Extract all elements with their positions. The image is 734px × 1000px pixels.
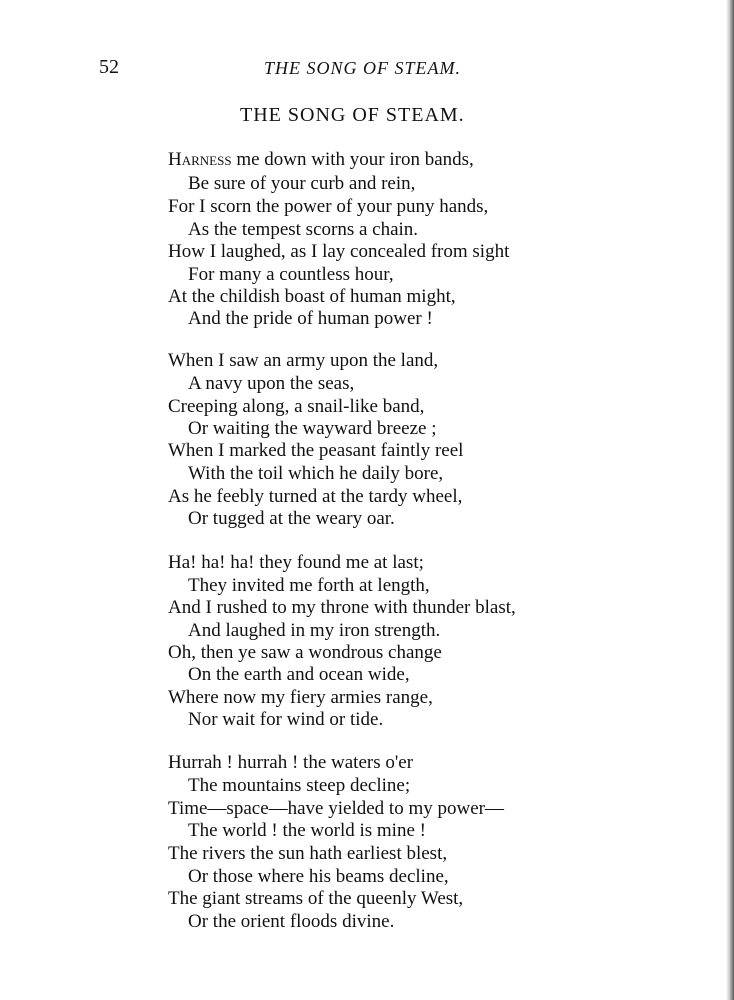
page-number: 52: [99, 56, 119, 78]
poem-line: And laughed in my iron strength.: [188, 620, 441, 641]
poem-line: The mountains steep decline;: [188, 775, 411, 796]
poem-line: At the childish boast of human might,: [168, 286, 456, 307]
poem-line: For many a countless hour,: [188, 264, 394, 285]
running-head: THE SONG OF STEAM.: [264, 58, 461, 78]
poem-line: And the pride of human power !: [188, 308, 433, 329]
poem-line: Oh, then ye saw a wondrous change: [168, 642, 442, 663]
poem-line: When I saw an army upon the land,: [168, 350, 439, 371]
poem-title: THE SONG OF STEAM.: [240, 104, 465, 126]
poem-line: Or waiting the wayward breeze ;: [188, 418, 437, 439]
poem-line: Creeping along, a snail-like band,: [168, 396, 425, 417]
poem-line: The rivers the sun hath earliest blest,: [168, 843, 448, 864]
poem-line: [168, 149, 474, 171]
poem-line: Or tugged at the weary oar.: [188, 508, 395, 529]
poem-line: When I marked the peasant faintly reel: [168, 440, 464, 461]
poem-line: For I scorn the power of your puny hands,: [168, 196, 489, 217]
poem-line: Where now my fiery armies range,: [168, 687, 433, 708]
poem-line: On the earth and ocean wide,: [188, 664, 410, 685]
poem-line: As the tempest scorns a chain.: [188, 219, 419, 240]
poem-line: How I laughed, as I lay concealed from sight: [168, 241, 510, 262]
poem-line: A navy upon the seas,: [188, 373, 355, 394]
line-rest: me down with your iron bands,: [231, 149, 474, 170]
poem-line: And I rushed to my throne with thunder blast,: [168, 597, 516, 618]
page-edge-shadow: [726, 0, 734, 1000]
poem-line: Time—space—have yielded to my power—: [168, 798, 504, 819]
poem-line: The giant streams of the queenly West,: [168, 888, 464, 909]
poem-line: They invited me forth at length,: [188, 575, 430, 596]
poem-line: Nor wait for wind or tide.: [188, 709, 384, 730]
poem-line: The world ! the world is mine !: [188, 820, 426, 841]
poem-line: Or those where his beams decline,: [188, 866, 449, 887]
first-word-small-caps: Harness: [168, 149, 232, 170]
poem-line: Be sure of your curb and rein,: [188, 173, 416, 194]
poem-line: Hurrah ! hurrah ! the waters o'er: [168, 752, 414, 773]
poem-line: Ha! ha! ha! they found me at last;: [168, 552, 424, 573]
poem-line: As he feebly turned at the tardy wheel,: [168, 486, 463, 507]
poem-line: With the toil which he daily bore,: [188, 463, 444, 484]
poem-line: Or the orient floods divine.: [188, 911, 395, 932]
